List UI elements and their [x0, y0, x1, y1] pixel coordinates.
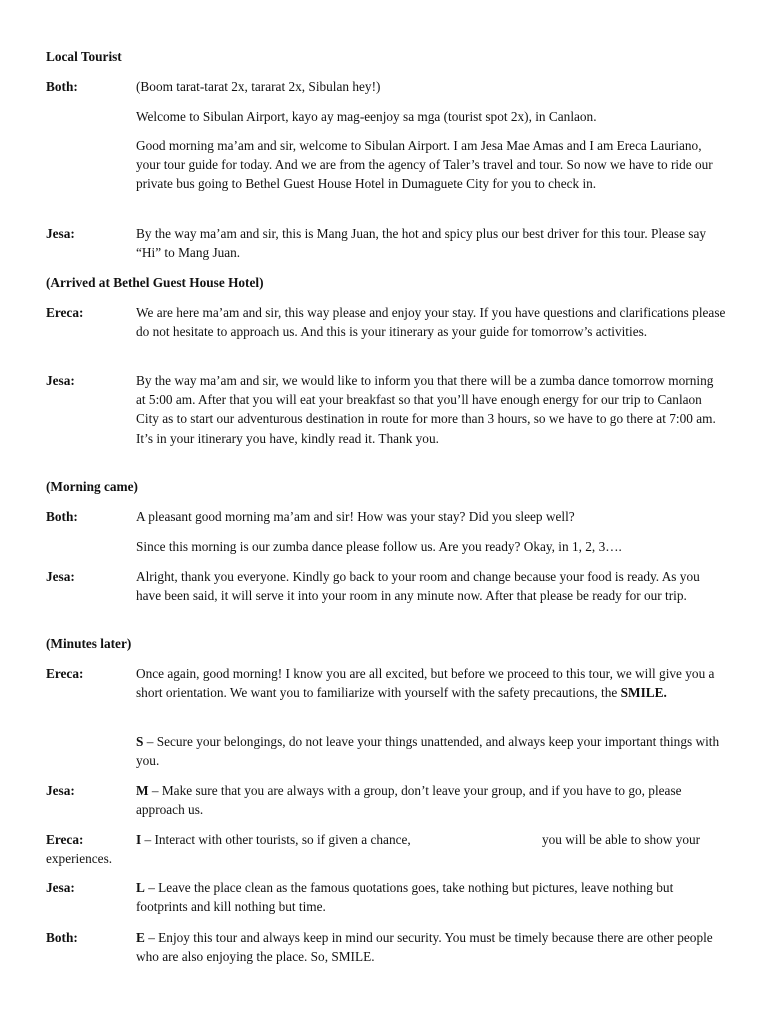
dialogue-segment: Once again, good morning! I know you are all excited, but before we proceed to this tour, we will give you a short orientation. We want you to familiarize with yourself with the safety precautions, the [136, 666, 715, 701]
speaker-label: Both: [46, 930, 78, 945]
smile-text: – Secure your belongings, do not leave your things unattended, and always keep your important things with you. [136, 734, 720, 769]
heading: Local Tourist [46, 49, 122, 64]
dialogue-text: (Boom tarat-tarat 2x, tararat 2x, Sibulan hey!) [136, 79, 381, 94]
speaker-label: Both: [46, 509, 78, 524]
dialogue-text: By the way ma’am and sir, this is Mang Juan, the hot and spicy plus our best driver for this tour. Please say “Hi” to Mang Juan. [136, 226, 707, 261]
smile-item-e [136, 928, 726, 966]
smile-item-s [136, 732, 726, 770]
speaker-label: Ereca: [46, 666, 84, 681]
smile-text: – Enjoy this tour and always keep in mind our security. You must be timely because there are other people who are also enjoying the place. So, SMILE. [136, 930, 713, 965]
smile-letter: M [136, 783, 149, 798]
smile-text: you will be able to show your [542, 832, 701, 847]
smile-letter: E [136, 930, 145, 945]
scene-heading: (Arrived at Bethel Guest House Hotel) [46, 275, 264, 290]
smile-keyword: SMILE. [620, 685, 667, 701]
speaker-label: Jesa: [46, 373, 75, 388]
dialogue-text: Since this morning is our zumba dance please follow us. Are you ready? Okay, in 1, 2, 3…. [136, 539, 622, 554]
smile-letter: L [136, 880, 145, 895]
speaker-label: Jesa: [46, 783, 75, 798]
speaker-label: Ereca: [46, 305, 84, 320]
dialogue-text: Good morning ma’am and sir, welcome to Sibulan Airport. I am Jesa Mae Amas and I am Ereca Lauriano, your tour guide for today. And we are from the agency of Taler’s travel and tour. So now we have to ride our private bus going to Bethel Guest House Hotel in Dumaguete City for you to check in. [136, 138, 713, 192]
smile-text: – Leave the place clean as the famous quotations goes, take nothing but pictures, leave nothing but footprints and kill nothing but time. [136, 880, 674, 915]
speaker-label: Jesa: [46, 880, 75, 895]
dialogue-text: Welcome to Sibulan Airport, kayo ay mag-eenjoy sa mga (tourist spot 2x), in Canlaon. [136, 109, 597, 124]
smile-letter: I [136, 832, 142, 847]
smile-text: experiences. [46, 851, 113, 866]
dialogue-text: We are here ma’am and sir, this way please and enjoy your stay. If you have questions and clarifications please do not hesitate to approach us. And this is your itinerary as your guide for tomorrow’s activities. [136, 305, 726, 340]
speaker-label: Jesa: [46, 569, 75, 584]
scene-heading: (Morning came) [46, 479, 138, 494]
speaker-label: Both: [46, 79, 78, 94]
smile-text: – Interact with other tourists, so if given a chance, [141, 832, 411, 847]
smile-item-l [136, 878, 726, 916]
smile-letter: S [136, 734, 144, 749]
dialogue-text: By the way ma’am and sir, we would like to inform you that there will be a zumba dance tomorrow morning at 5:00 am. After that you will eat your breakfast so that you’ll have enough energy for our trip to Canlaon City as to start our adventurous destination in route for more than 3 hours, so we have to go there at 7:00 am. It’s in your itinerary you have, kindly read it. Thank you. [136, 373, 716, 446]
speaker-label: Ereca: [46, 832, 84, 847]
dialogue-text: Alright, thank you everyone. Kindly go back to your room and change because your food is ready. As you have been said, it will serve it into your room in any minute now. After that please be ready for our trip. [136, 569, 700, 604]
smile-item-m [136, 781, 726, 819]
dialogue-text [136, 664, 726, 702]
scene-heading: (Minutes later) [46, 636, 132, 651]
smile-text: – Make sure that you are always with a group, don’t leave your group, and if you have to go, please approach us. [136, 783, 682, 818]
speaker-label: Jesa: [46, 226, 75, 241]
dialogue-text: A pleasant good morning ma’am and sir! How was your stay? Did you sleep well? [136, 509, 575, 524]
